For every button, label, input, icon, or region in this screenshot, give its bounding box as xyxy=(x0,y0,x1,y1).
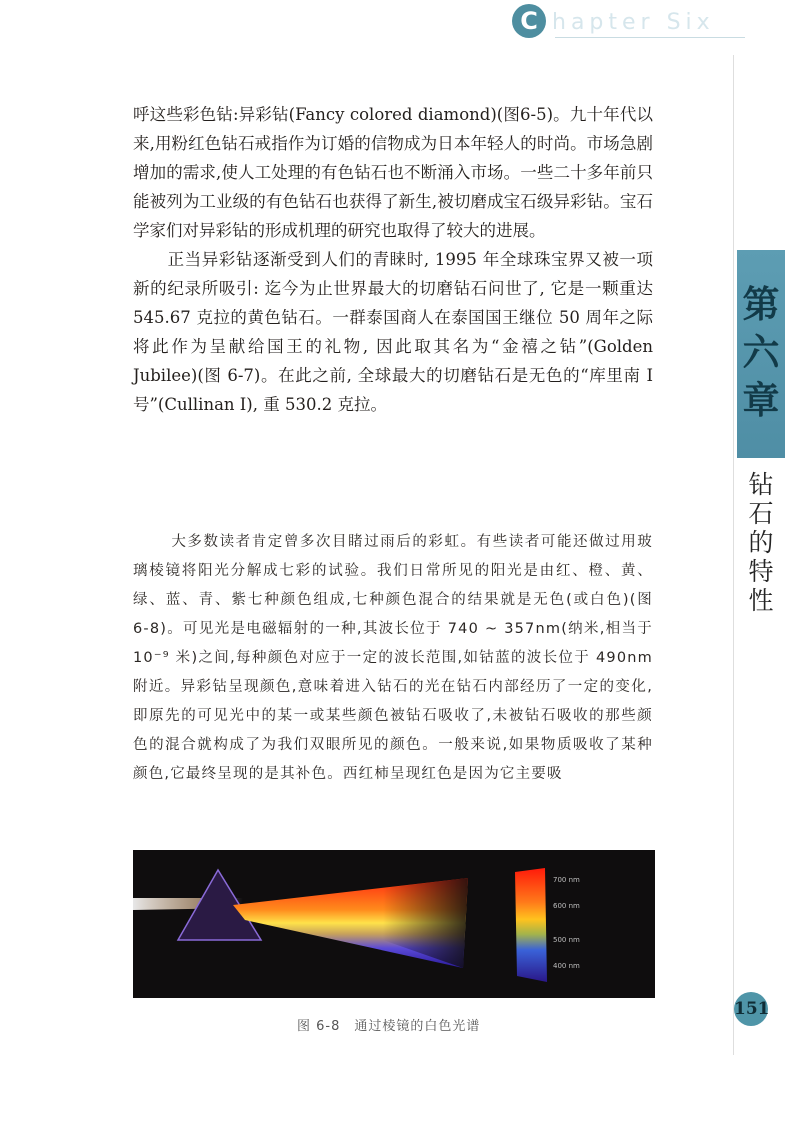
body-paragraph-3-text: 大多数读者肯定曾多次目睹过雨后的彩虹。有些读者可能还做过用玻璃棱镜将阳光分解成七彩的试验。我们日常所见的阳光是由红、橙、黄、绿、蓝、青、紫七种颜色组成,七种颜色混合的结果就是无色(或白色)(图 6-8)。可见光是电磁辐射的一种,其波长位于 740 ~ 357nm(纳米,相当于 10⁻⁹ 米)之间,每种颜色对应于一定的波长范围,如钴蓝的波长位于 490nm 附近。异彩钻呈现颜色,意味着进入钻石的光在钻石内部经历了一定的变化,即原先的可见光中的某一或某些颜色被钻石吸收了,未被钻石吸收的那些颜色的混合就构成了为我们双眼所见的颜色。一般来说,如果物质吸收了某种颜色,它最终呈现的是其补色。西红柿呈现红色是因为它主要吸 xyxy=(133,534,653,782)
figure-caption xyxy=(297,1015,480,1034)
wavelength-label-600: 600 nm xyxy=(553,902,580,910)
spectrum-fade xyxy=(383,878,468,968)
body-paragraph-2-text: 正当异彩钻逐渐受到人们的青睐时, 1995 年全球珠宝界又被一项新的纪录所吸引: 迄今为止世界最大的切磨钻石问世了, 它是一颗重达 545.67 克拉的黄色钻石。一群泰国商人在泰国国王继位 50 周年之际将此作为呈献给国王的礼物, 因此取其名为“金禧之钻”(Golden Jubilee)(图 6-7)。在此之前, 全球最大的切磨钻石是无色的“库里南 I 号”(Cullinan I), 重 530.2 克拉。 xyxy=(133,250,653,414)
prism-spectrum-image xyxy=(133,850,655,998)
page-number: 151 xyxy=(734,992,768,1026)
section-title: 钻石的特性 xyxy=(748,470,774,615)
spectrum-panel xyxy=(515,868,547,982)
figure-caption-text: 通过棱镜的白色光谱 xyxy=(354,1019,481,1034)
figure-caption-number: 图 6-8 xyxy=(297,1019,341,1034)
body-paragraph-1 xyxy=(133,100,653,419)
chapter-label: 第六章 xyxy=(742,282,780,422)
chapter-initial-badge: C xyxy=(512,4,546,38)
prism-spectrum-figure xyxy=(133,850,655,998)
wavelength-label-700: 700 nm xyxy=(553,876,580,884)
chapter-header xyxy=(512,2,800,42)
wavelength-label-400: 400 nm xyxy=(553,962,580,970)
body-paragraph-1-text: 呼这些彩色钻:异彩钻(Fancy colored diamond)(图6-5)。九十年代以来,用粉红色钻石戒指作为订婚的信物成为日本年轻人的时尚。市场急剧增加的需求,使人工处理的有色钻石也不断涌入市场。一些二十多年前只能被列为工业级的有色钻石也获得了新生,被切磨成宝石级异彩钻。宝石学家们对异彩钻的形成机理的研究也取得了较大的进展。 xyxy=(133,105,653,240)
chapter-tab xyxy=(737,250,785,458)
chapter-header-text: hapter Six xyxy=(552,10,715,35)
body-paragraph-3 xyxy=(133,528,653,789)
wavelength-label-500: 500 nm xyxy=(553,936,580,944)
margin-divider xyxy=(733,55,734,1055)
header-rule xyxy=(555,37,745,38)
